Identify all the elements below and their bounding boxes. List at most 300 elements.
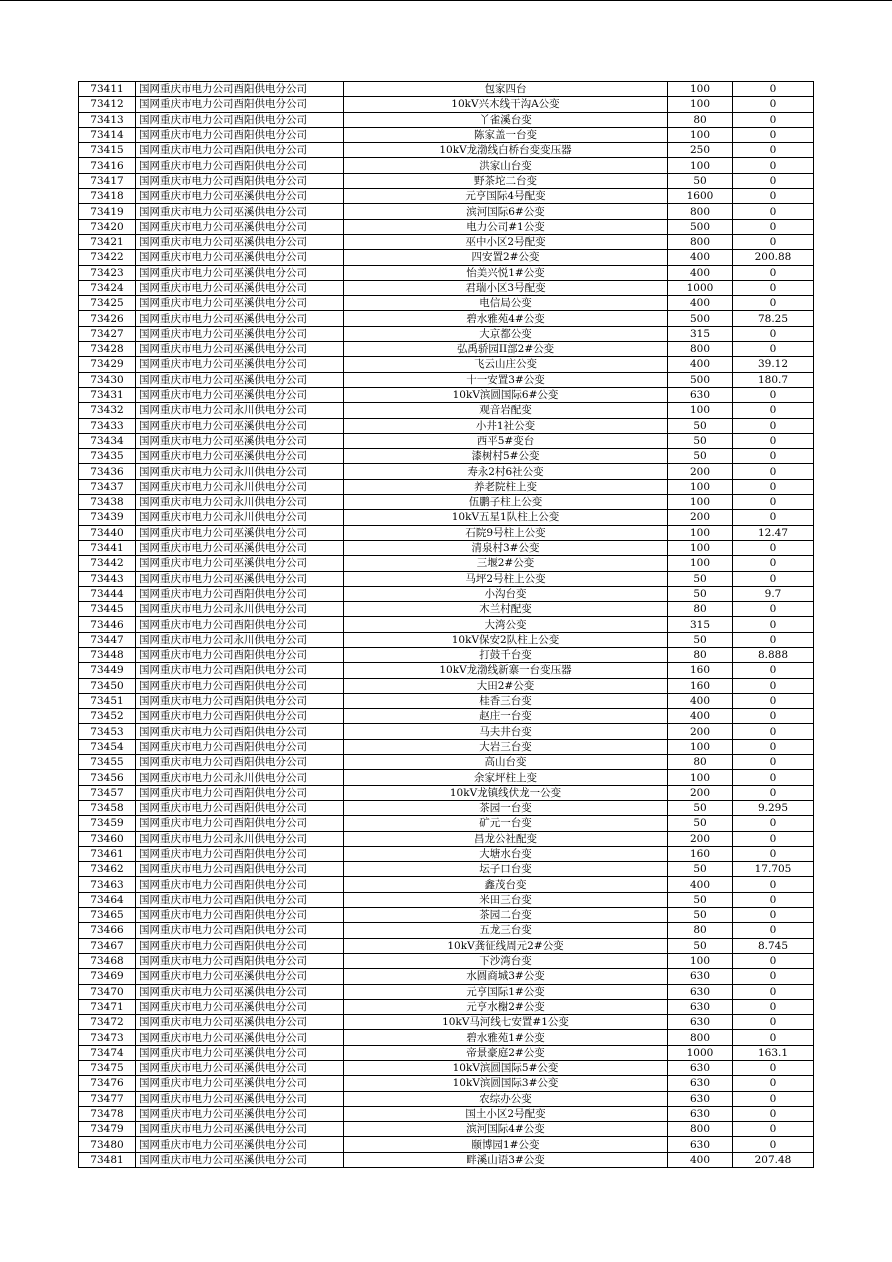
table-row: [79, 602, 814, 617]
row-id-cell: 73472: [79, 1015, 136, 1030]
company-cell: 国网重庆市电力公司酉阳供电分公司: [136, 953, 344, 968]
transformer-table: [78, 81, 814, 1168]
table-row: [79, 112, 814, 127]
table-row: [79, 663, 814, 678]
transformer-name-cell: 米田三台变: [344, 892, 668, 907]
table-row: [79, 892, 814, 907]
transformer-name-cell: 碧水雅苑4#公变: [344, 311, 668, 326]
row-id-cell: 73453: [79, 724, 136, 739]
transformer-name-cell: 伍鹏子柱上公变: [344, 495, 668, 510]
company-cell: 国网重庆市电力公司巫溪供电分公司: [136, 357, 344, 372]
capacity-cell: 630: [668, 1137, 733, 1152]
capacity-cell: 500: [668, 311, 733, 326]
company-cell: 国网重庆市电力公司酉阳供电分公司: [136, 755, 344, 770]
row-id-cell: 73474: [79, 1045, 136, 1060]
company-cell: 国网重庆市电力公司巫溪供电分公司: [136, 449, 344, 464]
row-id-cell: 73459: [79, 816, 136, 831]
company-cell: 国网重庆市电力公司巫溪供电分公司: [136, 265, 344, 280]
table-row: [79, 127, 814, 142]
row-id-cell: 73460: [79, 831, 136, 846]
row-id-cell: 73412: [79, 97, 136, 112]
transformer-name-cell: 巫中小区2号配变: [344, 234, 668, 249]
company-cell: 国网重庆市电力公司酉阳供电分公司: [136, 938, 344, 953]
transformer-name-cell: 赵庄一台变: [344, 709, 668, 724]
capacity-cell: 1000: [668, 280, 733, 295]
table-row: [79, 158, 814, 173]
row-id-cell: 73470: [79, 984, 136, 999]
row-id-cell: 73438: [79, 495, 136, 510]
capacity-cell: 50: [668, 571, 733, 586]
transformer-name-cell: 矿元一台变: [344, 816, 668, 831]
row-id-cell: 73475: [79, 1061, 136, 1076]
company-cell: 国网重庆市电力公司巫溪供电分公司: [136, 1061, 344, 1076]
transformer-name-cell: 10kV滨圆国际3#公变: [344, 1076, 668, 1091]
capacity-cell: 50: [668, 800, 733, 815]
transformer-name-cell: 10kV兴木线干沟A公变: [344, 97, 668, 112]
value-cell: 0: [733, 280, 814, 295]
row-id-cell: 73445: [79, 602, 136, 617]
company-cell: 国网重庆市电力公司巫溪供电分公司: [136, 250, 344, 265]
transformer-name-cell: 漆树村5#公变: [344, 449, 668, 464]
row-id-cell: 73463: [79, 877, 136, 892]
capacity-cell: 400: [668, 296, 733, 311]
table-row: [79, 525, 814, 540]
capacity-cell: 200: [668, 785, 733, 800]
company-cell: 国网重庆市电力公司巫溪供电分公司: [136, 342, 344, 357]
row-id-cell: 73415: [79, 143, 136, 158]
row-id-cell: 73431: [79, 387, 136, 402]
table-row: [79, 785, 814, 800]
capacity-cell: 800: [668, 204, 733, 219]
row-id-cell: 73455: [79, 755, 136, 770]
row-id-cell: 73432: [79, 403, 136, 418]
table-row: [79, 984, 814, 999]
table-row: [79, 296, 814, 311]
transformer-name-cell: 茶园二台变: [344, 908, 668, 923]
table-row: [79, 1076, 814, 1091]
transformer-name-cell: 碧水雅苑1#公变: [344, 1030, 668, 1045]
transformer-name-cell: 丫雀溪台变: [344, 112, 668, 127]
table-row: [79, 877, 814, 892]
row-id-cell: 73481: [79, 1152, 136, 1167]
row-id-cell: 73468: [79, 953, 136, 968]
row-id-cell: 73426: [79, 311, 136, 326]
transformer-name-cell: 10kV滨圆国际5#公变: [344, 1061, 668, 1076]
row-id-cell: 73471: [79, 999, 136, 1014]
row-id-cell: 73458: [79, 800, 136, 815]
company-cell: 国网重庆市电力公司巫溪供电分公司: [136, 433, 344, 448]
company-cell: 国网重庆市电力公司酉阳供电分公司: [136, 908, 344, 923]
row-id-cell: 73476: [79, 1076, 136, 1091]
value-cell: 0: [733, 387, 814, 402]
transformer-name-cell: 茶园一台变: [344, 800, 668, 815]
table-row: [79, 1015, 814, 1030]
value-cell: 0: [733, 831, 814, 846]
table-row: [79, 342, 814, 357]
company-cell: 国网重庆市电力公司酉阳供电分公司: [136, 739, 344, 754]
company-cell: 国网重庆市电力公司巫溪供电分公司: [136, 969, 344, 984]
capacity-cell: 400: [668, 877, 733, 892]
table-row: [79, 1091, 814, 1106]
row-id-cell: 73444: [79, 586, 136, 601]
table-row: [79, 357, 814, 372]
company-cell: 国网重庆市电力公司巫溪供电分公司: [136, 326, 344, 341]
data-table-container: [78, 81, 813, 1168]
table-row: [79, 387, 814, 402]
table-row: [79, 204, 814, 219]
value-cell: 0: [733, 403, 814, 418]
company-cell: 国网重庆市电力公司巫溪供电分公司: [136, 1030, 344, 1045]
table-row: [79, 250, 814, 265]
value-cell: 0: [733, 479, 814, 494]
capacity-cell: 50: [668, 908, 733, 923]
value-cell: 17.705: [733, 862, 814, 877]
company-cell: 国网重庆市电力公司酉阳供电分公司: [136, 923, 344, 938]
company-cell: 国网重庆市电力公司永川供电分公司: [136, 403, 344, 418]
transformer-name-cell: 小沟台变: [344, 586, 668, 601]
value-cell: 0: [733, 1015, 814, 1030]
capacity-cell: 100: [668, 97, 733, 112]
row-id-cell: 73461: [79, 846, 136, 861]
value-cell: 0: [733, 158, 814, 173]
row-id-cell: 73447: [79, 632, 136, 647]
capacity-cell: 315: [668, 326, 733, 341]
table-row: [79, 770, 814, 785]
capacity-cell: 100: [668, 495, 733, 510]
transformer-name-cell: 10kV龙镇线伏龙一公变: [344, 785, 668, 800]
table-body: [79, 82, 814, 1168]
value-cell: 0: [733, 97, 814, 112]
capacity-cell: 100: [668, 479, 733, 494]
transformer-name-cell: 三堰2#公变: [344, 556, 668, 571]
row-id-cell: 73423: [79, 265, 136, 280]
transformer-name-cell: 木兰村配变: [344, 602, 668, 617]
transformer-name-cell: 大塘水台变: [344, 846, 668, 861]
transformer-name-cell: 西平5#变台: [344, 433, 668, 448]
transformer-name-cell: 养老院柱上变: [344, 479, 668, 494]
row-id-cell: 73419: [79, 204, 136, 219]
value-cell: 0: [733, 908, 814, 923]
value-cell: 0: [733, 433, 814, 448]
transformer-name-cell: 农综办公变: [344, 1091, 668, 1106]
capacity-cell: 400: [668, 709, 733, 724]
transformer-name-cell: 电信局公变: [344, 296, 668, 311]
company-cell: 国网重庆市电力公司酉阳供电分公司: [136, 586, 344, 601]
value-cell: 0: [733, 342, 814, 357]
row-id-cell: 73451: [79, 693, 136, 708]
capacity-cell: 630: [668, 1091, 733, 1106]
value-cell: 0: [733, 663, 814, 678]
capacity-cell: 630: [668, 1106, 733, 1121]
transformer-name-cell: 10kV滨圆国际6#公变: [344, 387, 668, 402]
company-cell: 国网重庆市电力公司巫溪供电分公司: [136, 1106, 344, 1121]
capacity-cell: 630: [668, 387, 733, 402]
value-cell: 0: [733, 510, 814, 525]
transformer-name-cell: 寿永2村6社公变: [344, 464, 668, 479]
capacity-cell: 800: [668, 1122, 733, 1137]
value-cell: 9.295: [733, 800, 814, 815]
company-cell: 国网重庆市电力公司酉阳供电分公司: [136, 862, 344, 877]
transformer-name-cell: 元亨水榭2#公变: [344, 999, 668, 1014]
row-id-cell: 73446: [79, 617, 136, 632]
table-row: [79, 755, 814, 770]
company-cell: 国网重庆市电力公司永川供电分公司: [136, 479, 344, 494]
company-cell: 国网重庆市电力公司巫溪供电分公司: [136, 296, 344, 311]
table-row: [79, 862, 814, 877]
table-row: [79, 219, 814, 234]
capacity-cell: 50: [668, 418, 733, 433]
company-cell: 国网重庆市电力公司酉阳供电分公司: [136, 97, 344, 112]
company-cell: 国网重庆市电力公司酉阳供电分公司: [136, 709, 344, 724]
top-rule: [0, 0, 892, 1]
company-cell: 国网重庆市电力公司永川供电分公司: [136, 464, 344, 479]
row-id-cell: 73430: [79, 372, 136, 387]
capacity-cell: 160: [668, 663, 733, 678]
value-cell: 0: [733, 846, 814, 861]
row-id-cell: 73469: [79, 969, 136, 984]
value-cell: 0: [733, 816, 814, 831]
transformer-name-cell: 10kV龚征线周元2#公变: [344, 938, 668, 953]
value-cell: 0: [733, 127, 814, 142]
transformer-name-cell: 小井1社公变: [344, 418, 668, 433]
capacity-cell: 100: [668, 540, 733, 555]
capacity-cell: 200: [668, 831, 733, 846]
value-cell: 0: [733, 556, 814, 571]
company-cell: 国网重庆市电力公司永川供电分公司: [136, 495, 344, 510]
row-id-cell: 73440: [79, 525, 136, 540]
value-cell: 0: [733, 1030, 814, 1045]
capacity-cell: 250: [668, 143, 733, 158]
table-row: [79, 326, 814, 341]
row-id-cell: 73477: [79, 1091, 136, 1106]
table-row: [79, 82, 814, 97]
transformer-name-cell: 洪家山台变: [344, 158, 668, 173]
transformer-name-cell: 观音岩配变: [344, 403, 668, 418]
company-cell: 国网重庆市电力公司永川供电分公司: [136, 632, 344, 647]
transformer-name-cell: 怡美兴悦1#公变: [344, 265, 668, 280]
row-id-cell: 73429: [79, 357, 136, 372]
table-row: [79, 831, 814, 846]
value-cell: 0: [733, 969, 814, 984]
company-cell: 国网重庆市电力公司酉阳供电分公司: [136, 158, 344, 173]
capacity-cell: 400: [668, 357, 733, 372]
transformer-name-cell: 滨河国际6#公变: [344, 204, 668, 219]
row-id-cell: 73467: [79, 938, 136, 953]
capacity-cell: 80: [668, 647, 733, 662]
capacity-cell: 500: [668, 372, 733, 387]
value-cell: 0: [733, 892, 814, 907]
capacity-cell: 50: [668, 433, 733, 448]
company-cell: 国网重庆市电力公司巫溪供电分公司: [136, 372, 344, 387]
value-cell: 0: [733, 418, 814, 433]
company-cell: 国网重庆市电力公司巫溪供电分公司: [136, 418, 344, 433]
company-cell: 国网重庆市电力公司酉阳供电分公司: [136, 846, 344, 861]
value-cell: 12.47: [733, 525, 814, 540]
value-cell: 0: [733, 785, 814, 800]
capacity-cell: 1600: [668, 189, 733, 204]
table-row: [79, 173, 814, 188]
table-row: [79, 709, 814, 724]
table-row: [79, 678, 814, 693]
value-cell: 0: [733, 1091, 814, 1106]
transformer-name-cell: 10kV保安2队柱上公变: [344, 632, 668, 647]
company-cell: 国网重庆市电力公司酉阳供电分公司: [136, 127, 344, 142]
row-id-cell: 73448: [79, 647, 136, 662]
row-id-cell: 73479: [79, 1122, 136, 1137]
table-row: [79, 923, 814, 938]
value-cell: 0: [733, 709, 814, 724]
value-cell: 0: [733, 632, 814, 647]
row-id-cell: 73466: [79, 923, 136, 938]
transformer-name-cell: 畔溪山语3#公变: [344, 1152, 668, 1167]
table-row: [79, 556, 814, 571]
company-cell: 国网重庆市电力公司巫溪供电分公司: [136, 1137, 344, 1152]
company-cell: 国网重庆市电力公司酉阳供电分公司: [136, 693, 344, 708]
table-row: [79, 449, 814, 464]
row-id-cell: 73422: [79, 250, 136, 265]
value-cell: 0: [733, 617, 814, 632]
capacity-cell: 630: [668, 1076, 733, 1091]
table-row: [79, 265, 814, 280]
value-cell: 0: [733, 143, 814, 158]
company-cell: 国网重庆市电力公司巫溪供电分公司: [136, 1122, 344, 1137]
company-cell: 国网重庆市电力公司巫溪供电分公司: [136, 556, 344, 571]
table-row: [79, 632, 814, 647]
table-row: [79, 999, 814, 1014]
company-cell: 国网重庆市电力公司巫溪供电分公司: [136, 234, 344, 249]
transformer-name-cell: 桂香三台变: [344, 693, 668, 708]
company-cell: 国网重庆市电力公司巫溪供电分公司: [136, 387, 344, 402]
table-row: [79, 908, 814, 923]
capacity-cell: 200: [668, 724, 733, 739]
row-id-cell: 73425: [79, 296, 136, 311]
value-cell: 163.1: [733, 1045, 814, 1060]
capacity-cell: 200: [668, 510, 733, 525]
capacity-cell: 100: [668, 556, 733, 571]
capacity-cell: 50: [668, 938, 733, 953]
company-cell: 国网重庆市电力公司酉阳供电分公司: [136, 724, 344, 739]
capacity-cell: 80: [668, 755, 733, 770]
capacity-cell: 400: [668, 1152, 733, 1167]
capacity-cell: 630: [668, 1015, 733, 1030]
company-cell: 国网重庆市电力公司永川供电分公司: [136, 510, 344, 525]
row-id-cell: 73433: [79, 418, 136, 433]
value-cell: 0: [733, 296, 814, 311]
transformer-name-cell: 10kV龙渤线白桥台变变压器: [344, 143, 668, 158]
table-row: [79, 479, 814, 494]
company-cell: 国网重庆市电力公司酉阳供电分公司: [136, 647, 344, 662]
capacity-cell: 1000: [668, 1045, 733, 1060]
transformer-name-cell: 余家坪柱上变: [344, 770, 668, 785]
row-id-cell: 73411: [79, 82, 136, 97]
capacity-cell: 100: [668, 770, 733, 785]
company-cell: 国网重庆市电力公司酉阳供电分公司: [136, 816, 344, 831]
table-row: [79, 953, 814, 968]
table-row: [79, 1152, 814, 1167]
capacity-cell: 100: [668, 127, 733, 142]
value-cell: 8.888: [733, 647, 814, 662]
transformer-name-cell: 陈家盖一台变: [344, 127, 668, 142]
value-cell: 39.12: [733, 357, 814, 372]
company-cell: 国网重庆市电力公司巫溪供电分公司: [136, 999, 344, 1014]
capacity-cell: 630: [668, 999, 733, 1014]
row-id-cell: 73414: [79, 127, 136, 142]
row-id-cell: 73442: [79, 556, 136, 571]
company-cell: 国网重庆市电力公司巫溪供电分公司: [136, 1045, 344, 1060]
capacity-cell: 200: [668, 464, 733, 479]
capacity-cell: 800: [668, 234, 733, 249]
row-id-cell: 73437: [79, 479, 136, 494]
transformer-name-cell: 电力公司#1公变: [344, 219, 668, 234]
transformer-name-cell: 打鼓千台变: [344, 647, 668, 662]
transformer-name-cell: 五龙三台变: [344, 923, 668, 938]
table-row: [79, 1106, 814, 1121]
transformer-name-cell: 清泉村3#公变: [344, 540, 668, 555]
company-cell: 国网重庆市电力公司酉阳供电分公司: [136, 785, 344, 800]
company-cell: 国网重庆市电力公司酉阳供电分公司: [136, 877, 344, 892]
company-cell: 国网重庆市电力公司巫溪供电分公司: [136, 1015, 344, 1030]
transformer-name-cell: 国土小区2号配变: [344, 1106, 668, 1121]
table-row: [79, 816, 814, 831]
row-id-cell: 73418: [79, 189, 136, 204]
row-id-cell: 73443: [79, 571, 136, 586]
value-cell: 0: [733, 877, 814, 892]
transformer-name-cell: 昌龙公社配变: [344, 831, 668, 846]
value-cell: 0: [733, 571, 814, 586]
capacity-cell: 50: [668, 816, 733, 831]
company-cell: 国网重庆市电力公司巫溪供电分公司: [136, 571, 344, 586]
value-cell: 0: [733, 1061, 814, 1076]
table-row: [79, 1030, 814, 1045]
value-cell: 0: [733, 755, 814, 770]
transformer-name-cell: 四安置2#公变: [344, 250, 668, 265]
row-id-cell: 73413: [79, 112, 136, 127]
value-cell: 200.88: [733, 250, 814, 265]
transformer-name-cell: 10kV龙渤线新寨一台变压器: [344, 663, 668, 678]
table-row: [79, 571, 814, 586]
transformer-name-cell: 10kV马河线七安置#1公变: [344, 1015, 668, 1030]
company-cell: 国网重庆市电力公司巫溪供电分公司: [136, 219, 344, 234]
row-id-cell: 73465: [79, 908, 136, 923]
table-row: [79, 800, 814, 815]
table-row: [79, 1137, 814, 1152]
value-cell: 0: [733, 999, 814, 1014]
table-row: [79, 739, 814, 754]
capacity-cell: 100: [668, 739, 733, 754]
table-row: [79, 143, 814, 158]
value-cell: 0: [733, 678, 814, 693]
table-row: [79, 311, 814, 326]
table-row: [79, 280, 814, 295]
value-cell: 0: [733, 724, 814, 739]
table-row: [79, 234, 814, 249]
company-cell: 国网重庆市电力公司巫溪供电分公司: [136, 984, 344, 999]
row-id-cell: 73424: [79, 280, 136, 295]
row-id-cell: 73462: [79, 862, 136, 877]
capacity-cell: 50: [668, 586, 733, 601]
value-cell: 0: [733, 770, 814, 785]
transformer-name-cell: 元亨国际4号配变: [344, 189, 668, 204]
capacity-cell: 500: [668, 219, 733, 234]
company-cell: 国网重庆市电力公司巫溪供电分公司: [136, 280, 344, 295]
capacity-cell: 50: [668, 862, 733, 877]
value-cell: 180.7: [733, 372, 814, 387]
row-id-cell: 73439: [79, 510, 136, 525]
value-cell: 0: [733, 1122, 814, 1137]
table-row: [79, 403, 814, 418]
company-cell: 国网重庆市电力公司酉阳供电分公司: [136, 112, 344, 127]
company-cell: 国网重庆市电力公司巫溪供电分公司: [136, 1091, 344, 1106]
